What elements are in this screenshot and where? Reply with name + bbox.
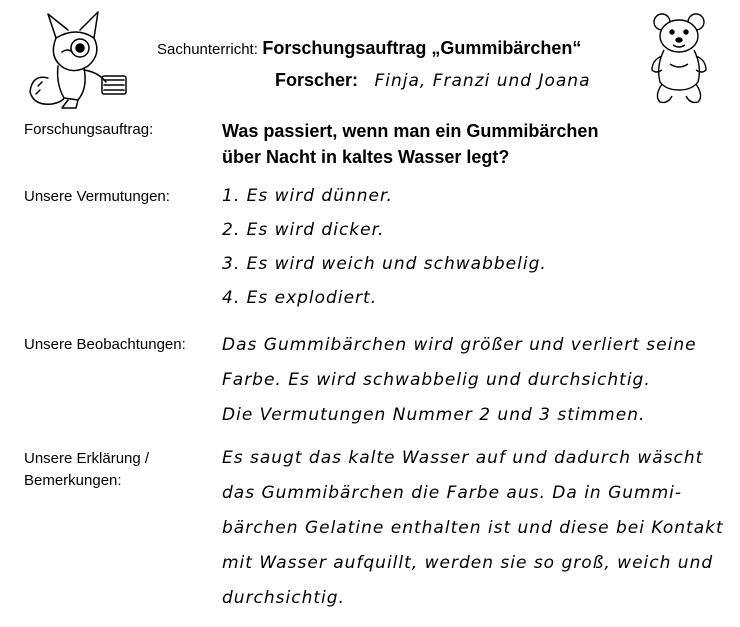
observation-line: Farbe. Es wird schwabbelig und durchsichtig.: [222, 370, 651, 390]
task-label: Forschungsauftrag:: [24, 121, 154, 138]
subject-label: Sachunterricht:: [157, 41, 258, 58]
assumption-item: 1. Es wird dünner.: [222, 186, 393, 206]
observations-text: [222, 328, 697, 433]
explanation-label: [24, 448, 149, 492]
assumptions-label: Unsere Vermutungen:: [24, 188, 170, 205]
explanation-label-line: Unsere Erklärung /: [24, 450, 150, 467]
explanation-line: durchsichtig.: [222, 588, 345, 608]
researcher-names: Finja, Franzi und Joana: [374, 71, 591, 91]
observations-label: Unsere Beobachtungen:: [24, 336, 186, 353]
header-title-row: [157, 38, 581, 59]
page-title: Forschungsauftrag „Gummibärchen“: [262, 38, 582, 58]
explanation-line: bärchen Gelatine enthalten ist und diese bei Kontakt: [222, 518, 724, 538]
explanation-line: mit Wasser aufquillt, werden sie so groß, weich und: [222, 553, 714, 573]
assumption-item: 3. Es wird weich und schwabbelig.: [222, 254, 547, 274]
observation-line: Das Gummibärchen wird größer und verliert seine: [222, 335, 697, 355]
assumptions-list: [222, 179, 547, 315]
explanation-line: Es saugt das kalte Wasser auf und dadurch wäscht: [222, 448, 704, 468]
assumption-item: 4. Es explodiert.: [222, 288, 378, 308]
explanation-text: [222, 441, 724, 616]
header-researchers-row: [275, 70, 591, 91]
task-question: [222, 118, 598, 170]
researcher-label: Forscher:: [275, 70, 359, 90]
task-line: über Nacht in kaltes Wasser legt?: [222, 147, 510, 167]
explanation-label-line: Bemerkungen:: [24, 472, 122, 489]
task-line: Was passiert, wenn man ein Gummibärchen: [222, 121, 599, 141]
observation-line: Die Vermutungen Nummer 2 und 3 stimmen.: [222, 405, 646, 425]
assumption-item: 2. Es wird dicker.: [222, 220, 385, 240]
explanation-line: das Gummibärchen die Farbe aus. Da in Gummi-: [222, 483, 683, 503]
gummy-bear-illustration: [646, 10, 712, 106]
fox-illustration: [18, 8, 138, 112]
